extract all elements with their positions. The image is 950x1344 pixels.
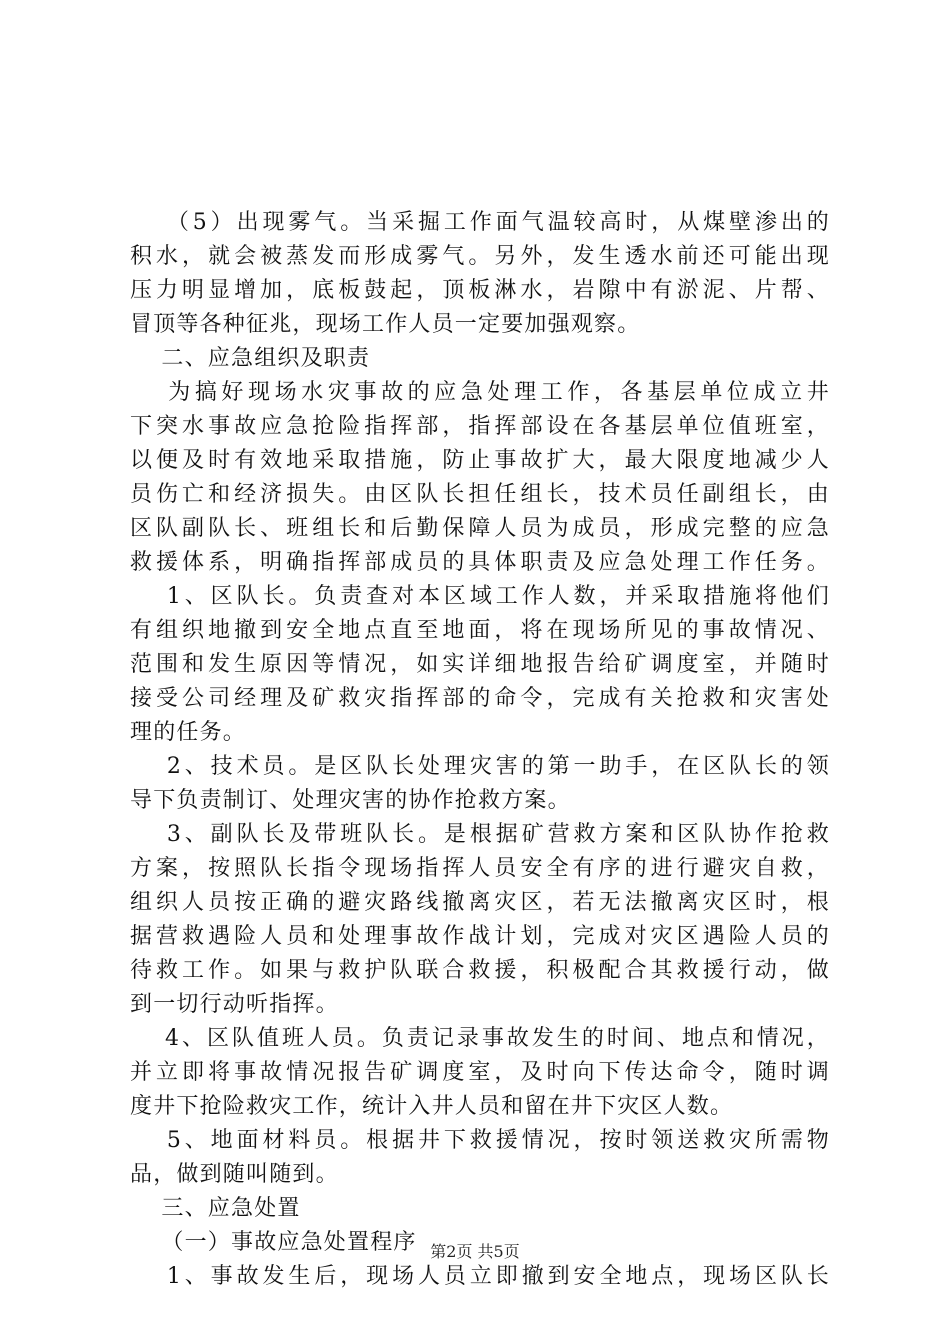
text-line: 范围和发生原因等情况，如实详细地报告给矿调度室，并随时	[130, 652, 830, 677]
document-body	[130, 206, 830, 1294]
text-line: 2、技术员。是区队长处理灾害的第一助手，在区队长的领	[130, 754, 830, 779]
text-line: 接受公司经理及矿救灾指挥部的命令，完成有关抢救和灾害处	[130, 686, 830, 711]
text-line: 三、应急处置	[130, 1196, 301, 1221]
text-line: 5、地面材料员。根据井下救援情况，按时领送救灾所需物	[130, 1128, 830, 1153]
text-line: 为搞好现场水灾事故的应急处理工作，各基层单位成立井	[130, 380, 830, 405]
page-number-footer: 第2页 共5页	[430, 1242, 520, 1261]
text-line: 员伤亡和经济损失。由区队长担任组长，技术员任副组长，由	[130, 482, 830, 507]
text-line: 组织人员按正确的避灾路线撤离灾区，若无法撤离灾区时，根	[130, 890, 830, 915]
text-line: 度井下抢险救灾工作，统计入井人员和留在井下灾区人数。	[130, 1094, 734, 1119]
text-line: 3、副队长及带班队长。是根据矿营救方案和区队协作抢救	[130, 822, 830, 847]
text-line: 二、应急组织及职责	[130, 346, 371, 371]
text-line: 有组织地撤到安全地点直至地面，将在现场所见的事故情况、	[130, 618, 830, 643]
text-line: 1、事故发生后，现场人员立即撤到安全地点，现场区队长	[130, 1264, 830, 1289]
text-line: 4、区队值班人员。负责记录事故发生的时间、地点和情况，	[130, 1026, 830, 1051]
text-line: 并立即将事故情况报告矿调度室，及时向下传达命令，随时调	[130, 1060, 830, 1085]
text-line: （一）事故应急处置程序	[130, 1230, 417, 1255]
text-line: （5）出现雾气。当采掘工作面气温较高时，从煤壁渗出的	[130, 210, 830, 235]
text-line: 据营救遇险人员和处理事故作战计划，完成对灾区遇险人员的	[130, 924, 830, 949]
text-line: 待救工作。如果与救护队联合救援，积极配合其救援行动，做	[130, 958, 830, 983]
text-line: 压力明显增加，底板鼓起，顶板淋水，岩隙中有淤泥、片帮、	[130, 278, 830, 303]
text-line: 区队副队长、班组长和后勤保障人员为成员，形成完整的应急	[130, 516, 830, 541]
text-line: 救援体系，明确指挥部成员的具体职责及应急处理工作任务。	[130, 550, 830, 575]
text-line: 理的任务。	[130, 720, 247, 745]
text-line: 1、区队长。负责查对本区域工作人数，并采取措施将他们	[130, 584, 830, 609]
text-line: 导下负责制订、处理灾害的协作抢救方案。	[130, 788, 571, 813]
text-line: 到一切行动听指挥。	[130, 992, 339, 1017]
text-line: 以便及时有效地采取措施，防止事故扩大，最大限度地减少人	[130, 448, 830, 473]
text-line: 冒顶等各种征兆，现场工作人员一定要加强观察。	[130, 312, 641, 337]
text-line: 积水，就会被蒸发而形成雾气。另外，发生透水前还可能出现	[130, 244, 830, 269]
text-line: 下突水事故应急抢险指挥部，指挥部设在各基层单位值班室，	[130, 414, 830, 439]
text-line: 方案，按照队长指令现场指挥人员安全有序的进行避灾自救，	[130, 856, 830, 881]
text-line: 品，做到随叫随到。	[130, 1162, 339, 1187]
